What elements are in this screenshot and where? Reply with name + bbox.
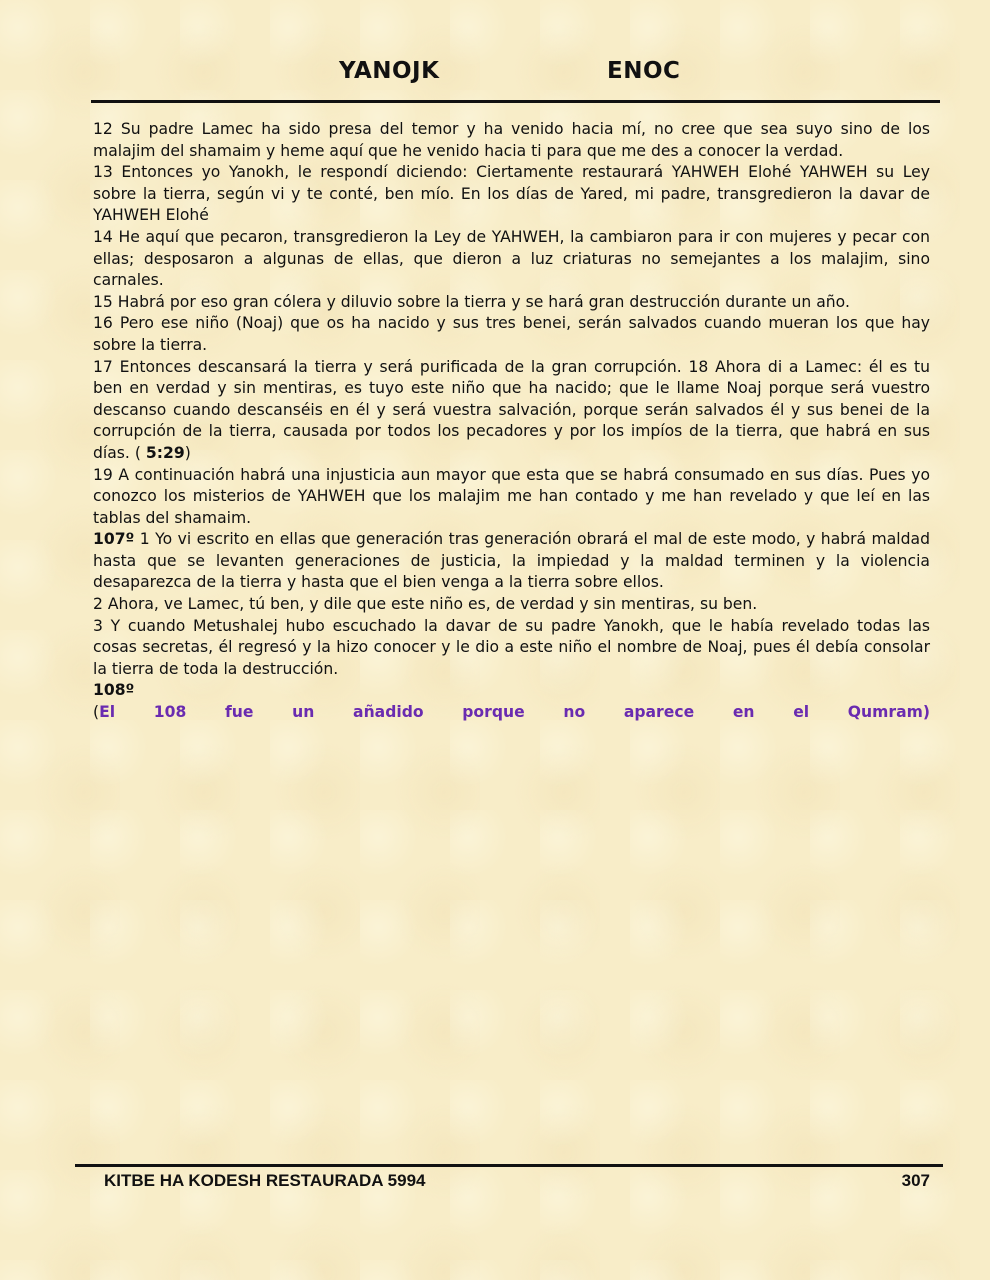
verse-15: 15 Habrá por eso gran cólera y diluvio sobre la tierra y se hará gran destrucción durante un año. [93,292,850,311]
chapter-108-label: 108º [93,681,135,700]
verse-2: 2 Ahora, ve Lamec, tú ben, y dile que este niño es, de verdad y sin mentiras, su ben. [93,595,758,614]
verse-13: 13 Entonces yo Yanokh, le respondí diciendo: Ciertamente restaurará YAHWEH Elohé YAHWEH su Ley sobre la tierra, según vi y te conté, ben mío. En los días de Yared, mi padre, transgredieron la davar de YAHWEH Elohé [93,163,930,225]
editorial-note-text: El 108 fue un añadido porque no aparece en el Qumram) [99,703,930,722]
verse-17-18 [93,357,930,465]
page-body [93,119,930,724]
verse-3: 3 Y cuando Metushalej hubo escuchado la davar de su padre Yanokh, que le había revelado todas las cosas secretas, él regresó y la hizo conocer y le dio a este niño el nombre de Noaj, pues él debía consolar la tierra de toda la destrucción. [93,616,930,678]
verse-12: 12 Su padre Lamec ha sido presa del temor y ha venido hacia mí, no cree que sea suyo sino de los malajim del shamaim y heme aquí que he venido hacia ti para que me des a conocer la verdad. [93,120,930,160]
header-title-right: ENOC [607,58,681,84]
editorial-note-open-paren: ( [93,703,100,722]
footer-divider [75,1164,943,1167]
header-divider [91,100,940,103]
cross-reference-close: ) [184,443,191,462]
chapter-107-verse-1: 1 Yo vi escrito en ellas que generación tras generación obrará el mal de este modo, y habrá maldad hasta que se levanten generaciones de justicia, la impiedad y la maldad terminen y la violencia desaparezca de la tierra y hasta que el bien venga a la tierra sobre ellos. [93,530,930,592]
verse-17-text: 17 Entonces descansará la tierra y será purificada de la gran corrupción. 18 Ahora di a Lamec: él es tu ben en verdad y sin mentiras, es tuyo este niño que ha nacido; que le llame Noaj porque será vuestro descanso cuando descanséis en él y será vuestra salvación, porque serán salvados él y sus benei de la corrupción de la tierra, causada por todos los pecadores y por los impíos de la tierra, que habrá en sus días. ( [93,357,930,462]
verse-19: 19 A continuación habrá una injusticia aun mayor que esta que se habrá consumado en sus días. Pues yo conozco los misterios de YAHWEH que los malajim me han contado y me han revelado y que leí en las tablas del shamaim. [93,465,930,527]
page-header [0,58,990,88]
verse-16: 16 Pero ese niño (Noaj) que os ha nacido y sus tres benei, serán salvados cuando mueran los que hay sobre la tierra. [93,314,930,354]
chapter-107 [93,529,930,594]
chapter-107-label: 107º [93,530,135,549]
cross-reference: 5:29 [145,443,185,462]
header-title-left: YANOJK [339,58,440,84]
footer-page-number: 307 [901,1171,930,1190]
editorial-note [93,702,930,724]
verse-14: 14 He aquí que pecaron, transgredieron la Ley de YAHWEH, la cambiaron para ir con mujeres y pecar con ellas; desposaron a algunas de ellas, que dieron a luz criaturas no semejantes a los malajim, sino carnales. [93,227,930,290]
footer-book-title: KITBE HA KODESH RESTAURADA 5994 [104,1171,426,1190]
